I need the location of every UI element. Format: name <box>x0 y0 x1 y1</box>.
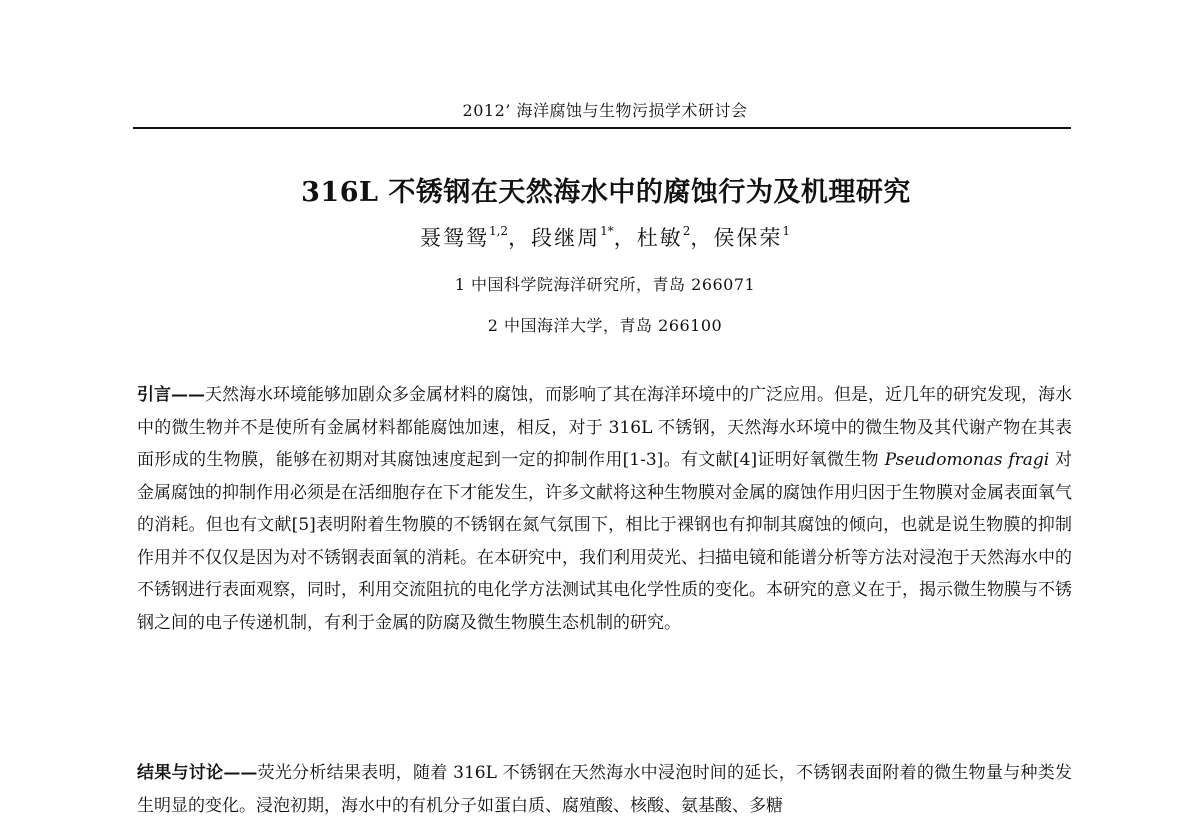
author-separator: ， <box>613 226 637 250</box>
results-text: 荧光分析结果表明，随着 316L 不锈钢在天然海水中浸泡时间的延长，不锈钢表面附着的微生物量与种类发生明显的变化。浸泡初期，海水中的有机分子如蛋白质、腐殖酸、核酸、氨基酸、多糖 <box>137 763 1073 816</box>
author-4 <box>713 226 790 250</box>
author-name: 聂鸳鸳 <box>419 226 489 250</box>
results-lead: 结果与讨论—— <box>137 763 258 783</box>
article-title: 316L 不锈钢在天然海水中的腐蚀行为及机理研究 <box>301 177 911 208</box>
author-2 <box>531 226 614 250</box>
species-name: Pseudomonas fragi <box>884 450 1050 470</box>
intro-text-1: 天然海水环境能够加剧众多金属材料的腐蚀，而影响了其在海洋环境中的广泛应用。但是，近几年的研究发现，海水中的微生物并不是使所有金属材料都能腐蚀加速，相反，对于 316L 不锈钢，天然海水环境中的微生物及其代谢产物在其表面形成的生物膜，能够在初期对其腐蚀速度起到一定的抑制作用[1-3]。有文献[4]证明好氧微生物 <box>137 385 1072 470</box>
intro-text-2: 对金属腐蚀的抑制作用必须是在活细胞存在下才能发生，许多文献将这种生物膜对金属的腐蚀作用归因于生物膜对金属表面氧气的消耗。但也有文献[5]表明附着生物膜的不锈钢在氮气氛围下，相比于裸钢也有抑制其腐蚀的倾向，也就是说生物膜的抑制作用并不仅仅是因为对不锈钢表面氧的消耗。在本研究中，我们利用荧光、扫描电镜和能谱分析等方法对浸泡于天然海水中的不锈钢进行表面观察，同时，利用交流阻抗的电化学方法测试其电化学性质的变化。本研究的意义在于，揭示微生物膜与不锈钢之间的电子传递机制，有利于金属的防腐及微生物膜生态机制的研究。 <box>137 450 1072 633</box>
author-name: 段继周 <box>531 226 601 250</box>
author-3 <box>637 226 691 250</box>
author-name: 侯保荣 <box>713 226 783 250</box>
author-affiliation-mark: 1 <box>782 224 790 238</box>
intro-lead: 引言—— <box>137 385 205 405</box>
author-1 <box>420 226 508 250</box>
results-paragraph <box>137 757 1072 822</box>
author-affiliation-mark: 2 <box>682 224 691 238</box>
intro-paragraph <box>137 379 1072 639</box>
author-list <box>0 222 1200 252</box>
author-name: 杜敏 <box>636 226 683 250</box>
author-affiliation-mark: 1,2 <box>488 224 509 238</box>
header-rule <box>133 127 1071 129</box>
author-separator: ， <box>690 226 714 250</box>
affiliation-1: 1 中国科学院海洋研究所，青岛 266071 <box>454 275 756 294</box>
running-head: 2012’ 海洋腐蚀与生物污损学术研讨会 <box>462 101 748 120</box>
affiliation-2: 2 中国海洋大学，青岛 266100 <box>487 316 723 335</box>
author-affiliation-mark: 1* <box>600 224 614 238</box>
author-separator: ， <box>508 226 532 250</box>
